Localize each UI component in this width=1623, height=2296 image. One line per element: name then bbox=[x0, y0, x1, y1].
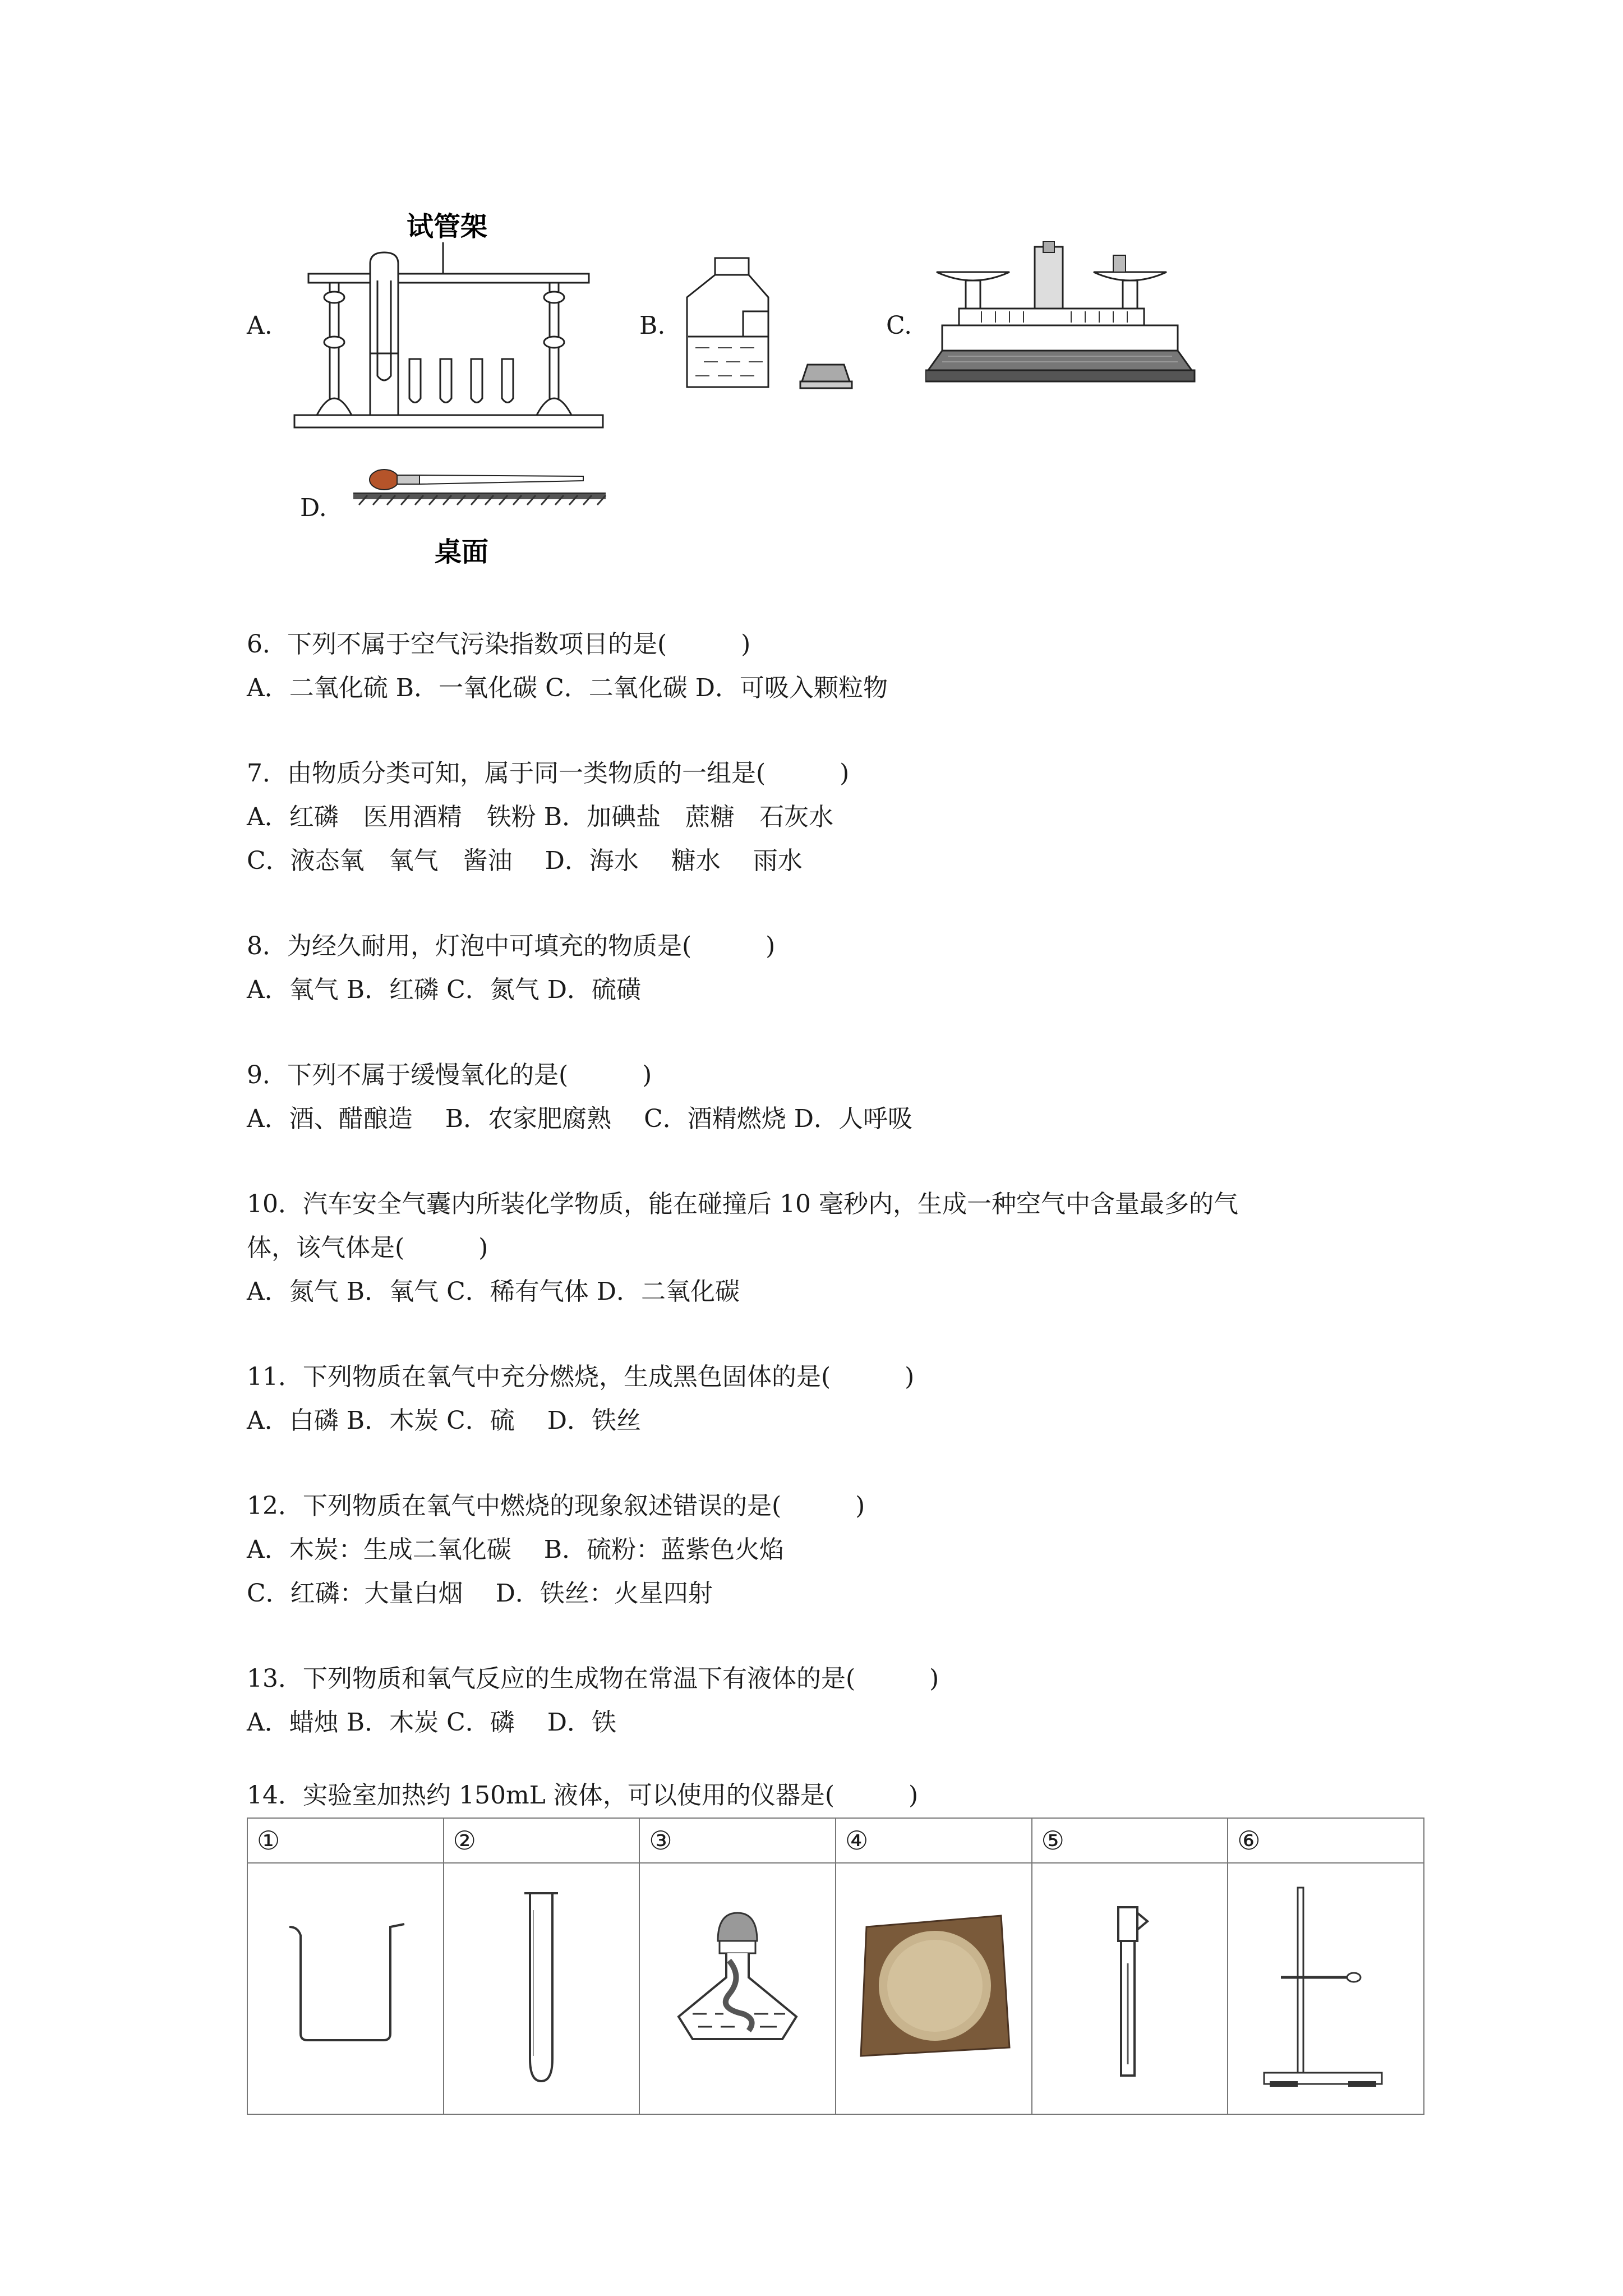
reagent-bottle-figure bbox=[681, 255, 861, 395]
dropper-on-desk-figure bbox=[348, 463, 611, 567]
question-10-stem-2: 体，该气体是( ) bbox=[247, 1234, 488, 1262]
test-tube-icon bbox=[508, 1888, 575, 2090]
instrument-number-3: ③ bbox=[639, 1818, 836, 1863]
reagent-bottle-icon bbox=[681, 255, 861, 395]
dropper-icon bbox=[348, 463, 611, 567]
test-tube-rack-icon bbox=[286, 208, 611, 443]
alcohol-lamp-cell bbox=[639, 1863, 836, 2114]
test-tube-rack-figure bbox=[286, 208, 611, 443]
question-10-options: A．氮气 B．氧气 C．稀有气体 D．二氧化碳 bbox=[247, 1277, 740, 1306]
option-c-letter: C. bbox=[886, 311, 912, 340]
iron-stand-cell bbox=[1228, 1863, 1424, 2114]
instrument-number-5: ⑤ bbox=[1032, 1818, 1228, 1863]
question-9-options: A．酒、醋酿造 B．农家肥腐熟 C．酒精燃烧 D．人呼吸 bbox=[247, 1105, 913, 1133]
question-10-stem-1: 10．汽车安全气囊内所装化学物质，能在碰撞后 10 毫秒内，生成一种空气中含量最多的气 bbox=[247, 1190, 1238, 1218]
test-tube-holder-icon bbox=[1096, 1896, 1163, 2081]
question-9-stem: 9．下列不属于缓慢氧化的是( ) bbox=[247, 1061, 652, 1089]
question-13-stem: 13．下列物质和氧气反应的生成物在常温下有液体的是( ) bbox=[247, 1664, 939, 1693]
instrument-number-4: ④ bbox=[836, 1818, 1032, 1863]
question-7-options-1: A．红磷 医用酒精 铁粉 B．加碘盐 蔗糖 石灰水 bbox=[247, 803, 834, 831]
question-8-options: A．氧气 B．红磷 C．氮气 D．硫磺 bbox=[247, 976, 642, 1004]
asbestos-mesh-icon bbox=[850, 1904, 1018, 2073]
question-11-options: A．白磷 B．木炭 C．硫 D．铁丝 bbox=[247, 1406, 642, 1435]
question-12-options-1: A．木炭：生成二氧化碳 B．硫粉：蓝紫色火焰 bbox=[247, 1535, 785, 1564]
test-tube-rack-caption: 试管架 bbox=[407, 211, 488, 242]
instrument-number-2: ② bbox=[444, 1818, 640, 1863]
question-14-stem: 14．实验室加热约 150mL 液体，可以使用的仪器是( ) bbox=[247, 1781, 919, 1810]
instrument-table bbox=[247, 1818, 1424, 2115]
option-b-letter: B. bbox=[639, 311, 666, 340]
option-d-letter: D. bbox=[300, 494, 327, 522]
instrument-image-row bbox=[247, 1863, 1424, 2114]
question-11-stem: 11．下列物质在氧气中充分燃烧，生成黑色固体的是( ) bbox=[247, 1363, 915, 1391]
question-6-options: A．二氧化硫 B．一氧化碳 C．二氧化碳 D．可吸入颗粒物 bbox=[247, 674, 888, 702]
question-7-options-2: C．液态氧 氧气 酱油 D．海水 糖水 雨水 bbox=[247, 846, 803, 875]
asbestos-mesh-cell bbox=[836, 1863, 1032, 2114]
balance-icon bbox=[925, 241, 1211, 409]
option-a-letter: A. bbox=[247, 311, 273, 340]
test-tube-cell bbox=[444, 1863, 640, 2114]
iron-stand-icon bbox=[1258, 1882, 1393, 2095]
question-13-options: A．蜡烛 B．木炭 C．磷 D．铁 bbox=[247, 1708, 617, 1737]
beaker-icon bbox=[278, 1916, 413, 2062]
question-6-stem: 6．下列不属于空气污染指数项目的是( ) bbox=[247, 630, 751, 659]
question-12-stem: 12．下列物质在氧气中燃烧的现象叙述错误的是( ) bbox=[247, 1492, 865, 1520]
question-12-options-2: C．红磷：大量白烟 D．铁丝：火星四射 bbox=[247, 1579, 713, 1608]
balance-figure bbox=[925, 241, 1211, 409]
instrument-header-row bbox=[247, 1818, 1424, 1863]
alcohol-lamp-icon bbox=[665, 1899, 810, 2078]
desk-caption: 桌面 bbox=[435, 536, 489, 567]
test-tube-holder-cell bbox=[1032, 1863, 1228, 2114]
instrument-number-6: ⑥ bbox=[1228, 1818, 1424, 1863]
beaker-cell bbox=[247, 1863, 444, 2114]
question-7-stem: 7．由物质分类可知，属于同一类物质的一组是( ) bbox=[247, 759, 850, 788]
question-8-stem: 8．为经久耐用，灯泡中可填充的物质是( ) bbox=[247, 932, 776, 960]
instrument-number-1: ① bbox=[247, 1818, 444, 1863]
